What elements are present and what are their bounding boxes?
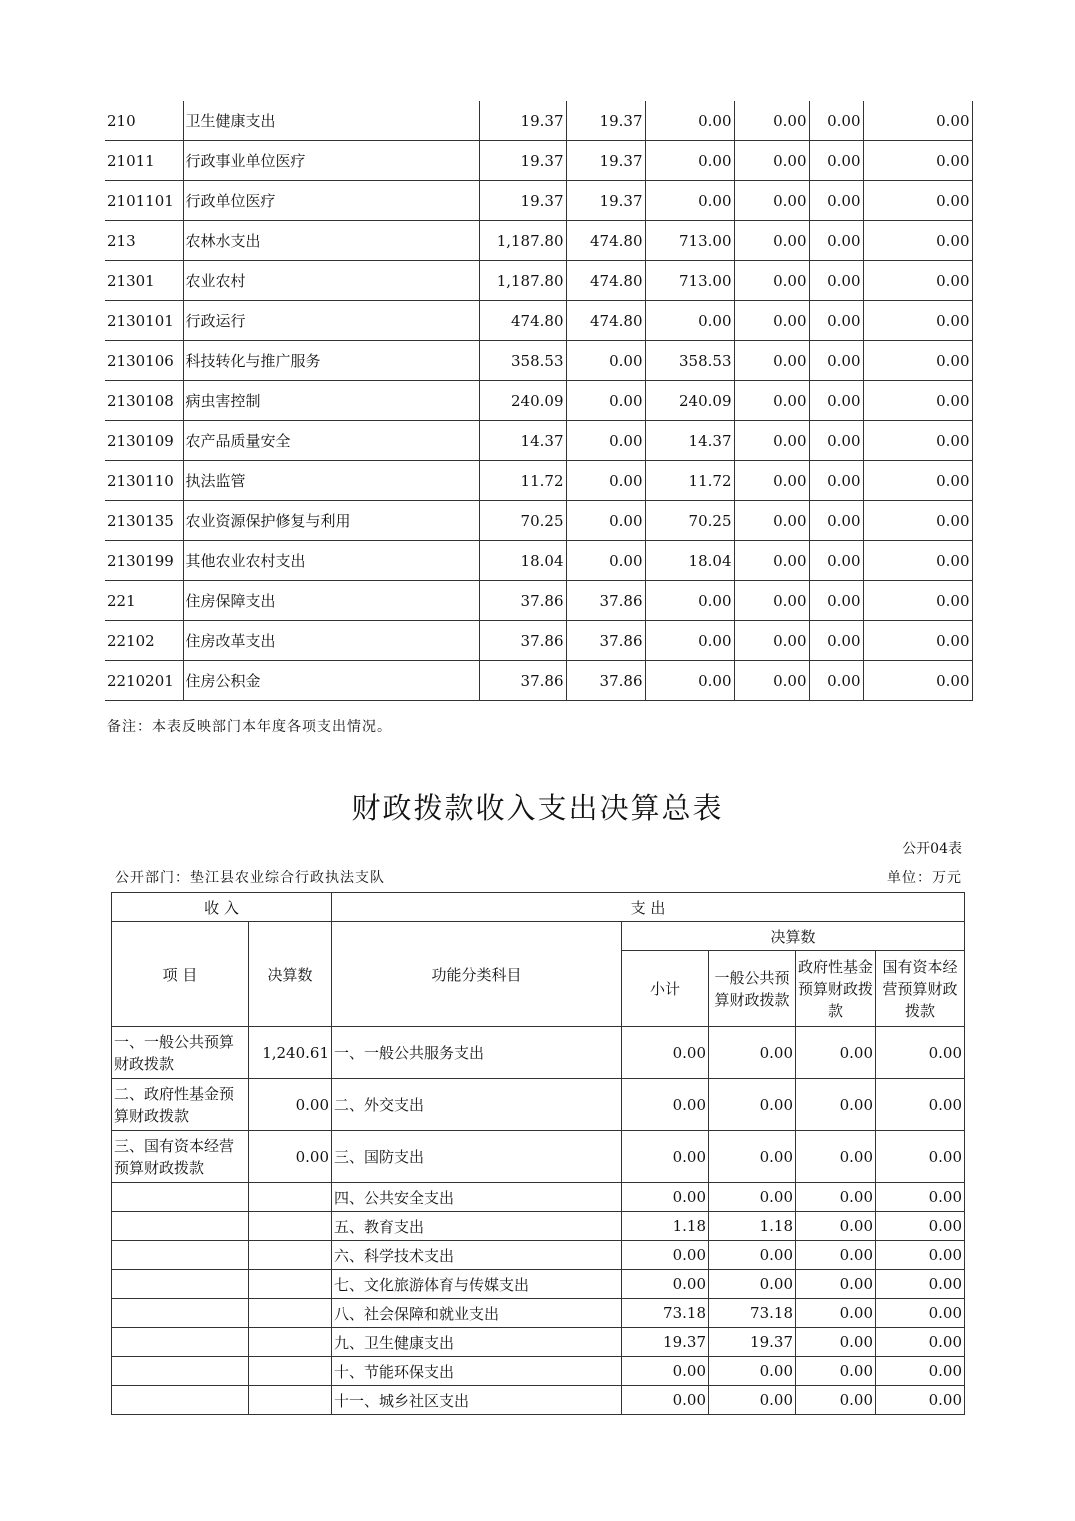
expense-value: 0.00	[796, 1270, 876, 1299]
expense-value: 0.00	[876, 1212, 965, 1241]
expense-value: 0.00	[876, 1270, 965, 1299]
row-value: 0.00	[809, 181, 863, 221]
row-value: 1,187.80	[479, 221, 566, 261]
expense-value: 1.18	[709, 1212, 796, 1241]
row-value: 0.00	[863, 141, 972, 181]
expense-value: 0.00	[796, 1386, 876, 1415]
row-name: 住房保障支出	[183, 581, 479, 621]
row-value: 0.00	[734, 661, 809, 701]
row-name: 执法监管	[183, 461, 479, 501]
row-value: 240.09	[479, 381, 566, 421]
row-value: 0.00	[809, 301, 863, 341]
row-value: 474.80	[566, 261, 645, 301]
row-value: 1,187.80	[479, 261, 566, 301]
table-row	[105, 221, 972, 261]
expense-value: 0.00	[876, 1183, 965, 1212]
income-amount	[249, 1212, 332, 1241]
row-value: 0.00	[863, 461, 972, 501]
row-value: 0.00	[734, 221, 809, 261]
expense-value: 73.18	[709, 1299, 796, 1328]
row-value: 0.00	[863, 581, 972, 621]
row-value: 0.00	[734, 541, 809, 581]
expense-value: 0.00	[709, 1079, 796, 1131]
expense-value: 0.00	[709, 1270, 796, 1299]
table-row	[105, 421, 972, 461]
expense-value: 0.00	[709, 1357, 796, 1386]
row-value: 0.00	[566, 341, 645, 381]
expense-value: 0.00	[876, 1131, 965, 1183]
row-value: 0.00	[809, 101, 863, 141]
row-value: 0.00	[566, 461, 645, 501]
row-value: 0.00	[809, 341, 863, 381]
row-value: 19.37	[566, 101, 645, 141]
row-value: 358.53	[645, 341, 734, 381]
subtotal-header: 小计	[622, 951, 709, 1027]
table-row	[112, 1027, 965, 1079]
expense-value: 0.00	[796, 1131, 876, 1183]
row-code: 2130108	[105, 381, 183, 421]
row-value: 19.37	[566, 141, 645, 181]
row-value: 0.00	[734, 421, 809, 461]
table-row	[105, 141, 972, 181]
income-item	[112, 1357, 249, 1386]
row-code: 210	[105, 101, 183, 141]
row-value: 0.00	[645, 181, 734, 221]
row-value: 0.00	[809, 541, 863, 581]
row-name: 农林水支出	[183, 221, 479, 261]
expense-value: 0.00	[796, 1241, 876, 1270]
table-row	[105, 181, 972, 221]
row-value: 0.00	[863, 541, 972, 581]
expense-value: 0.00	[876, 1386, 965, 1415]
expense-value: 0.00	[709, 1131, 796, 1183]
table-row	[105, 381, 972, 421]
row-value: 0.00	[645, 581, 734, 621]
row-code: 21011	[105, 141, 183, 181]
income-amount	[249, 1299, 332, 1328]
table-row	[112, 1386, 965, 1415]
row-code: 22102	[105, 621, 183, 661]
row-value: 37.86	[566, 661, 645, 701]
expense-value: 0.00	[709, 1386, 796, 1415]
expense-value: 0.00	[876, 1079, 965, 1131]
function-item: 四、公共安全支出	[332, 1183, 622, 1212]
expense-value: 0.00	[796, 1328, 876, 1357]
table-row	[105, 261, 972, 301]
table-row	[112, 1131, 965, 1183]
row-code: 2130106	[105, 341, 183, 381]
income-item: 一、一般公共预算财政拨款	[112, 1027, 249, 1079]
income-amount: 0.00	[249, 1079, 332, 1131]
expense-value: 0.00	[622, 1386, 709, 1415]
expense-value: 0.00	[876, 1241, 965, 1270]
expense-value: 0.00	[709, 1027, 796, 1079]
row-name: 农业农村	[183, 261, 479, 301]
function-item: 九、卫生健康支出	[332, 1328, 622, 1357]
income-item	[112, 1328, 249, 1357]
income-item	[112, 1386, 249, 1415]
final-header: 决算数	[622, 922, 965, 951]
row-value: 0.00	[734, 141, 809, 181]
row-value: 0.00	[645, 101, 734, 141]
expense-value: 0.00	[622, 1027, 709, 1079]
row-name: 住房公积金	[183, 661, 479, 701]
row-value: 0.00	[863, 501, 972, 541]
table-row	[105, 541, 972, 581]
expense-value: 0.00	[709, 1241, 796, 1270]
table-row	[105, 621, 972, 661]
row-value: 0.00	[809, 221, 863, 261]
row-value: 0.00	[734, 181, 809, 221]
income-amount	[249, 1328, 332, 1357]
expense-value: 0.00	[796, 1079, 876, 1131]
function-item: 八、社会保障和就业支出	[332, 1299, 622, 1328]
row-name: 行政运行	[183, 301, 479, 341]
row-value: 0.00	[734, 301, 809, 341]
row-value: 0.00	[566, 381, 645, 421]
row-value: 70.25	[479, 501, 566, 541]
row-value: 37.86	[566, 621, 645, 661]
row-value: 0.00	[863, 341, 972, 381]
row-value: 0.00	[734, 501, 809, 541]
expense-value: 0.00	[876, 1328, 965, 1357]
page-title: 财政拨款收入支出决算总表	[351, 791, 724, 825]
row-value: 358.53	[479, 341, 566, 381]
function-item: 六、科学技术支出	[332, 1241, 622, 1270]
table-row	[105, 461, 972, 501]
expense-value: 0.00	[796, 1299, 876, 1328]
row-value: 0.00	[734, 381, 809, 421]
row-value: 18.04	[479, 541, 566, 581]
table-row	[105, 581, 972, 621]
row-code: 2130135	[105, 501, 183, 541]
row-value: 37.86	[566, 581, 645, 621]
function-item: 七、文化旅游体育与传媒支出	[332, 1270, 622, 1299]
table-note: 备注：本表反映部门本年度各项支出情况。	[107, 719, 392, 735]
row-value: 37.86	[479, 661, 566, 701]
row-value: 0.00	[863, 261, 972, 301]
table-row	[105, 301, 972, 341]
row-value: 0.00	[809, 581, 863, 621]
income-amount	[249, 1386, 332, 1415]
row-value: 0.00	[809, 261, 863, 301]
income-item	[112, 1212, 249, 1241]
row-value: 0.00	[734, 341, 809, 381]
row-value: 0.00	[863, 221, 972, 261]
row-value: 0.00	[863, 381, 972, 421]
function-item: 十、节能环保支出	[332, 1357, 622, 1386]
row-name: 其他农业农村支出	[183, 541, 479, 581]
expense-value: 0.00	[622, 1241, 709, 1270]
state-header: 国有资本经营预算财政拨款	[876, 951, 965, 1027]
row-value: 0.00	[645, 621, 734, 661]
row-value: 0.00	[645, 141, 734, 181]
expense-value: 19.37	[709, 1328, 796, 1357]
row-value: 0.00	[645, 301, 734, 341]
general-header: 一般公共预算财政拨款	[709, 951, 796, 1027]
row-value: 474.80	[566, 221, 645, 261]
row-code: 2130101	[105, 301, 183, 341]
expense-value: 1.18	[622, 1212, 709, 1241]
row-name: 卫生健康支出	[183, 101, 479, 141]
row-value: 0.00	[734, 461, 809, 501]
expense-header: 支 出	[332, 893, 965, 922]
income-item	[112, 1270, 249, 1299]
row-name: 科技转化与推广服务	[183, 341, 479, 381]
row-value: 0.00	[809, 421, 863, 461]
table-row	[105, 661, 972, 701]
row-value: 0.00	[566, 541, 645, 581]
row-value: 0.00	[734, 261, 809, 301]
row-value: 14.37	[645, 421, 734, 461]
expense-value: 0.00	[709, 1183, 796, 1212]
income-amount	[249, 1241, 332, 1270]
row-value: 0.00	[809, 141, 863, 181]
department-label: 公开部门：垫江县农业综合行政执法支队	[115, 870, 385, 886]
expense-value: 73.18	[622, 1299, 709, 1328]
item-header: 项 目	[112, 922, 249, 1027]
function-item: 五、教育支出	[332, 1212, 622, 1241]
row-code: 2130110	[105, 461, 183, 501]
row-code: 2130109	[105, 421, 183, 461]
row-code: 21301	[105, 261, 183, 301]
income-item	[112, 1183, 249, 1212]
expense-value: 0.00	[622, 1079, 709, 1131]
income-amount: 0.00	[249, 1131, 332, 1183]
row-name: 行政事业单位医疗	[183, 141, 479, 181]
function-item: 一、一般公共服务支出	[332, 1027, 622, 1079]
income-amount	[249, 1270, 332, 1299]
row-value: 0.00	[863, 181, 972, 221]
income-item	[112, 1241, 249, 1270]
row-name: 病虫害控制	[183, 381, 479, 421]
row-code: 2210201	[105, 661, 183, 701]
income-item: 三、国有资本经营预算财政拨款	[112, 1131, 249, 1183]
row-value: 0.00	[809, 621, 863, 661]
expense-value: 0.00	[622, 1131, 709, 1183]
summary-table	[111, 892, 965, 1415]
expense-value: 0.00	[876, 1357, 965, 1386]
table-row	[112, 1183, 965, 1212]
row-value: 70.25	[645, 501, 734, 541]
row-value: 0.00	[809, 461, 863, 501]
amount-header: 决算数	[249, 922, 332, 1027]
row-value: 0.00	[809, 501, 863, 541]
expense-value: 0.00	[796, 1212, 876, 1241]
row-value: 0.00	[863, 301, 972, 341]
income-amount	[249, 1357, 332, 1386]
row-value: 0.00	[734, 581, 809, 621]
expense-detail-table	[105, 101, 973, 701]
row-value: 0.00	[566, 501, 645, 541]
table-row	[105, 341, 972, 381]
row-code: 221	[105, 581, 183, 621]
row-name: 住房改革支出	[183, 621, 479, 661]
table-row	[112, 1270, 965, 1299]
income-amount	[249, 1183, 332, 1212]
row-value: 474.80	[479, 301, 566, 341]
income-amount: 1,240.61	[249, 1027, 332, 1079]
row-value: 0.00	[734, 101, 809, 141]
row-value: 19.37	[479, 101, 566, 141]
row-value: 0.00	[566, 421, 645, 461]
function-item: 十一、城乡社区支出	[332, 1386, 622, 1415]
expense-value: 0.00	[796, 1027, 876, 1079]
table-row	[112, 1299, 965, 1328]
expense-value: 0.00	[622, 1270, 709, 1299]
row-value: 0.00	[809, 381, 863, 421]
row-value: 0.00	[863, 101, 972, 141]
row-name: 农产品质量安全	[183, 421, 479, 461]
expense-value: 0.00	[622, 1183, 709, 1212]
row-value: 0.00	[734, 621, 809, 661]
table-row	[112, 1212, 965, 1241]
row-value: 19.37	[566, 181, 645, 221]
row-value: 240.09	[645, 381, 734, 421]
function-item: 三、国防支出	[332, 1131, 622, 1183]
expense-value: 0.00	[876, 1027, 965, 1079]
function-item: 二、外交支出	[332, 1079, 622, 1131]
row-code: 2101101	[105, 181, 183, 221]
row-value: 0.00	[809, 661, 863, 701]
row-value: 0.00	[863, 421, 972, 461]
table-row	[112, 1357, 965, 1386]
row-name: 行政单位医疗	[183, 181, 479, 221]
table-row	[105, 101, 972, 141]
row-value: 0.00	[863, 621, 972, 661]
table-row	[112, 1241, 965, 1270]
row-value: 14.37	[479, 421, 566, 461]
row-value: 713.00	[645, 221, 734, 261]
func-header: 功能分类科目	[332, 922, 622, 1027]
expense-value: 0.00	[796, 1183, 876, 1212]
row-name: 农业资源保护修复与利用	[183, 501, 479, 541]
row-value: 18.04	[645, 541, 734, 581]
form-number: 公开04表	[902, 841, 962, 857]
unit-label: 单位：万元	[887, 870, 962, 886]
row-value: 713.00	[645, 261, 734, 301]
fund-header: 政府性基金预算财政拨款	[796, 951, 876, 1027]
row-value: 37.86	[479, 581, 566, 621]
table-row	[105, 501, 972, 541]
row-value: 0.00	[645, 661, 734, 701]
row-value: 11.72	[479, 461, 566, 501]
expense-value: 0.00	[796, 1357, 876, 1386]
row-code: 213	[105, 221, 183, 261]
row-value: 19.37	[479, 181, 566, 221]
row-value: 0.00	[863, 661, 972, 701]
expense-value: 19.37	[622, 1328, 709, 1357]
row-value: 11.72	[645, 461, 734, 501]
table-row	[112, 1079, 965, 1131]
expense-value: 0.00	[876, 1299, 965, 1328]
income-header: 收 入	[112, 893, 332, 922]
row-code: 2130199	[105, 541, 183, 581]
row-value: 37.86	[479, 621, 566, 661]
income-item	[112, 1299, 249, 1328]
income-item: 二、政府性基金预算财政拨款	[112, 1079, 249, 1131]
row-value: 474.80	[566, 301, 645, 341]
table-row	[112, 1328, 965, 1357]
expense-value: 0.00	[622, 1357, 709, 1386]
row-value: 19.37	[479, 141, 566, 181]
